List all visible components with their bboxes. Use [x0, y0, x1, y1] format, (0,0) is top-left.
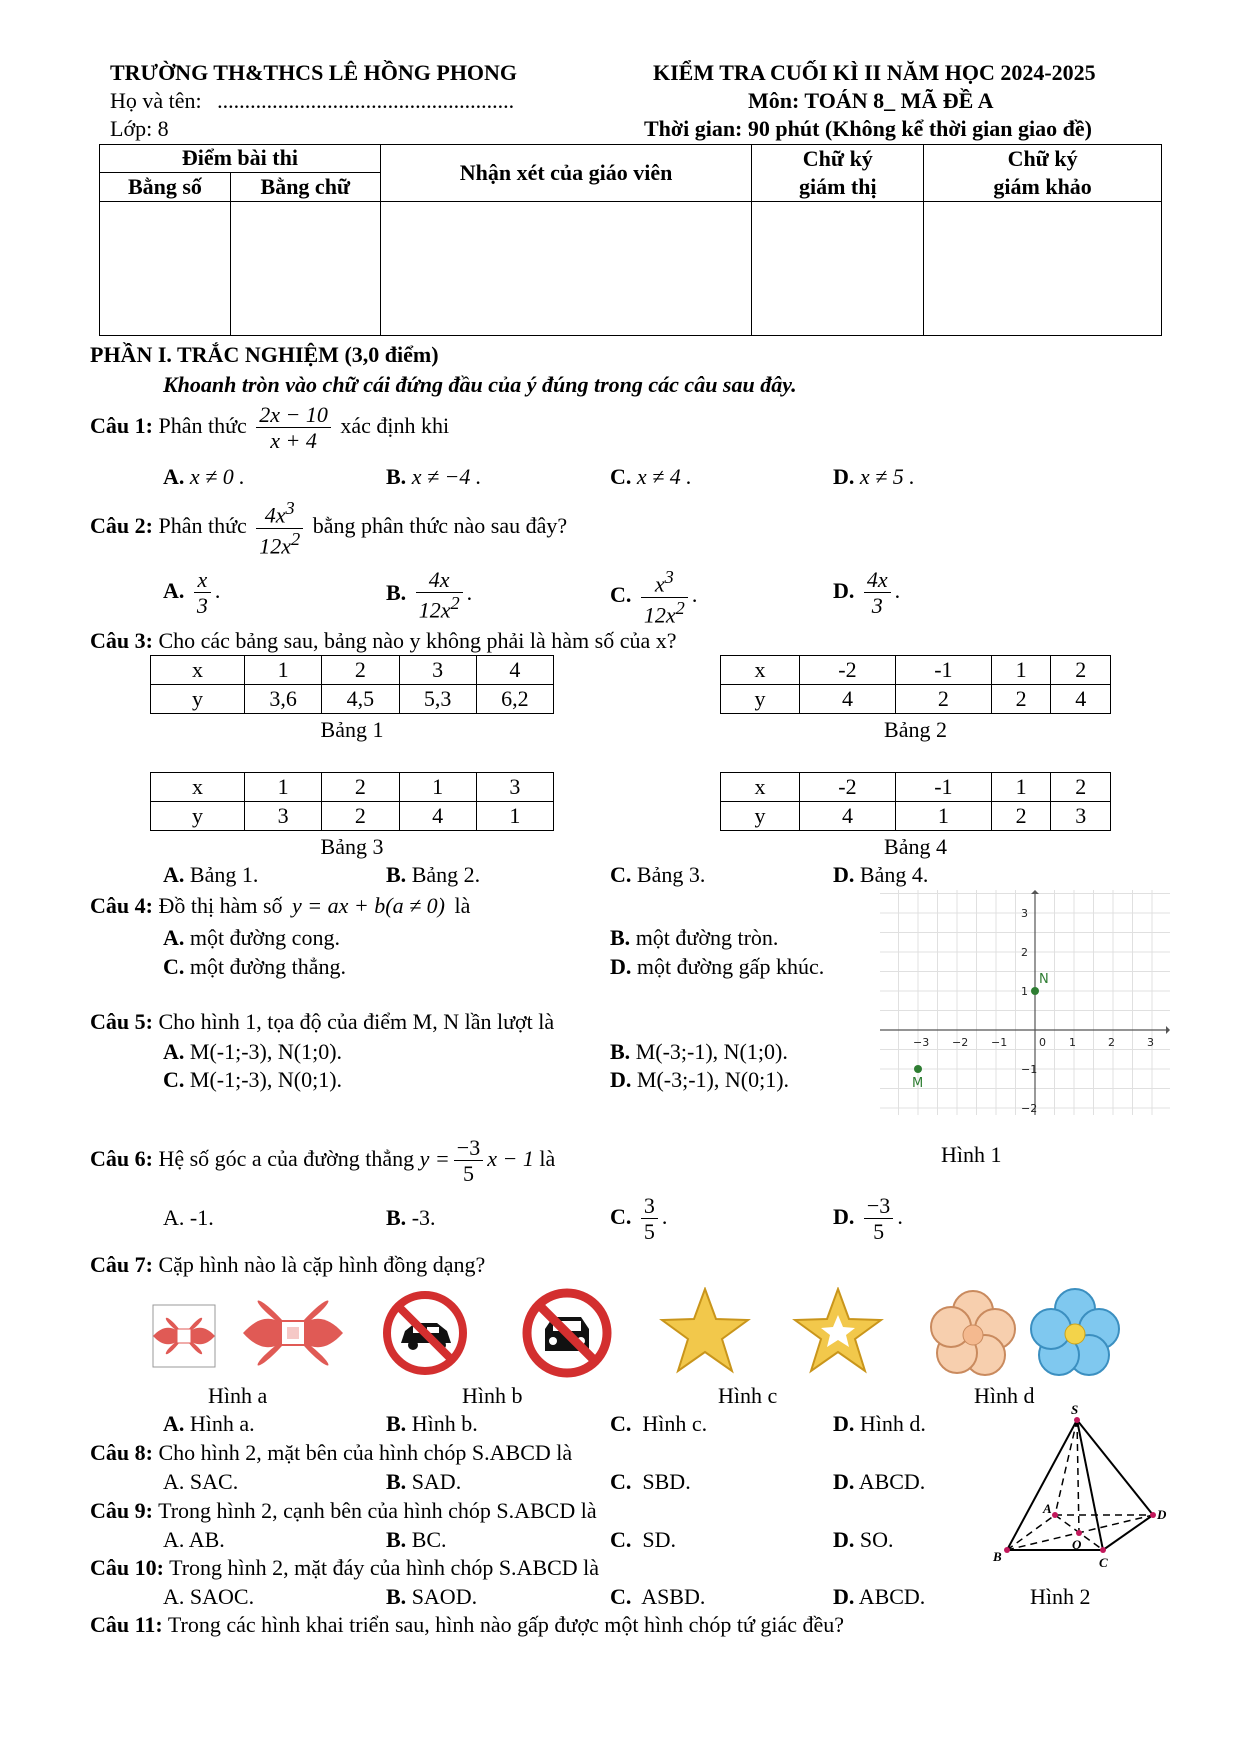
grader-signature-cell[interactable] [924, 202, 1162, 336]
q1-option-b[interactable] [386, 464, 481, 490]
proctor-sig-line2: giám thị [798, 174, 877, 199]
value-table-2: x -2 -1 1 2 y 4 2 2 4 [720, 655, 1111, 714]
pair-a-large-tile-icon [243, 1301, 343, 1366]
exam-time: Thời gian: 90 phút (Không kể thời gian giao đề) [644, 116, 1092, 141]
proctor-sig-line1: Chữ ký [802, 146, 873, 171]
comment-header: Nhận xét của giáo viên [380, 145, 752, 202]
q1-text-before: Phân thức [158, 412, 247, 438]
q9-option-c[interactable]: C. SD. [610, 1527, 677, 1552]
value-table-4: x -2 -1 1 2 y 4 1 2 3 [720, 772, 1111, 831]
caption-hinh-b: Hình b [462, 1383, 523, 1408]
q2-fraction: $\frac{4x^3}{12x^2}$ [256, 498, 303, 558]
letter-a: A. [163, 464, 185, 489]
q5-option-a[interactable]: A. M(-1;-3), N(1;0). [163, 1039, 343, 1064]
letter-b: B. [386, 580, 407, 606]
part1-instruction: Khoanh tròn vào chữ cái đứng đầu của ý đúng trong các câu sau đây. [163, 372, 797, 397]
q6-option-a[interactable]: A. -1. [163, 1205, 214, 1230]
q6-fraction: $\frac{-3}{5}$ [454, 1135, 483, 1187]
q8-option-c[interactable]: C. SBD. [610, 1469, 691, 1494]
q3-text: Cho các bảng sau, bảng nào y không phải là hàm số của x? [158, 628, 677, 653]
y-tick-label: −2 [1021, 1102, 1038, 1115]
q1-text-after: xác định khi [340, 412, 450, 438]
q5-option-b[interactable]: B. M(-3;-1), N(1;0). [610, 1039, 788, 1064]
y-tick-label: 1 [1021, 985, 1028, 998]
q2-option-b[interactable]: B. $\frac{4x}{12x^2}$ . [386, 567, 473, 623]
question-6: Câu 6: Hệ số góc a của đường thẳng y = $\frac{-3}{5}$ x − 1 là [90, 1135, 556, 1187]
name-row [110, 88, 514, 114]
q4-option-a[interactable]: A. một đường cong. [163, 925, 340, 950]
vertex-o: O [1072, 1537, 1082, 1552]
vertex-c: C [1099, 1555, 1108, 1570]
score-word-cell[interactable] [230, 202, 380, 336]
score-number-header: Bằng số [100, 172, 231, 201]
vertex-a: A [1043, 1501, 1052, 1516]
q8-option-a[interactable]: A. SAC. [163, 1469, 239, 1494]
x-tick-label: 0 [1039, 1036, 1046, 1049]
score-number-cell[interactable] [100, 202, 231, 336]
question-1 [90, 402, 449, 454]
proctor-signature-header [752, 145, 924, 202]
question-4: Câu 4: Đồ thị hàm số y = ax + b(a ≠ 0) là [90, 893, 471, 918]
q7-option-b[interactable]: B. Hình b. [386, 1411, 478, 1436]
q3-option-b[interactable]: B. Bảng 2. [386, 862, 481, 887]
name-dots: ...................................................... [217, 88, 515, 113]
caption-hinh-d: Hình d [974, 1383, 1035, 1408]
point-m-marker [914, 1065, 922, 1073]
grader-sig-line2: giám khảo [993, 174, 1092, 199]
letter-d: D. [833, 577, 855, 603]
q1-denominator: x + 4 [270, 428, 317, 454]
vertex-d: D [1157, 1507, 1167, 1522]
letter-a: A. [163, 577, 185, 603]
x-tick-label: −3 [913, 1036, 930, 1049]
part1-title: PHẦN I. TRẮC NGHIỆM (3,0 điểm) [90, 342, 439, 367]
question-9: Câu 9: Trong hình 2, cạnh bên của hình chóp S.ABCD là [90, 1498, 597, 1523]
letter-c: C. [610, 464, 632, 489]
grade-table [99, 144, 1162, 336]
exam-title: KIỂM TRA CUỐI KÌ II NĂM HỌC 2024-2025 [653, 60, 1096, 85]
x-tick-label: −2 [952, 1036, 969, 1049]
q7-shape-pairs [148, 1287, 1128, 1379]
q9-option-a[interactable]: A. AB. [163, 1527, 225, 1552]
grader-sig-line1: Chữ ký [1007, 146, 1078, 171]
question-3 [90, 628, 677, 654]
pair-c-star-1-icon [662, 1289, 748, 1371]
q3-option-a[interactable]: A. Bảng 1. [163, 862, 259, 887]
caption-hinh-c: Hình c [718, 1383, 778, 1408]
question-11: Câu 11: Trong các hình khai triển sau, hình nào gấp được một hình chóp tứ giác đều? [90, 1612, 845, 1637]
q1-option-a[interactable] [163, 464, 245, 490]
question-5: Câu 5: Cho hình 1, tọa độ của điểm M, N lần lượt là [90, 1009, 555, 1034]
x-tick-label: 2 [1108, 1036, 1115, 1049]
figure-1-coordinate-grid [880, 890, 1170, 1115]
q2-option-a[interactable]: A. $\frac{x}{3}$ . [163, 567, 221, 619]
point-m-label: M [912, 1076, 924, 1091]
q5-option-d[interactable]: D. M(-3;-1), N(0;1). [610, 1067, 790, 1092]
pair-d-flower-1-icon [931, 1291, 1015, 1375]
q4-option-c[interactable]: C. một đường thẳng. [163, 954, 347, 979]
question-7: Câu 7: Cặp hình nào là cặp hình đồng dạng? [90, 1252, 486, 1277]
q1-option-d[interactable] [833, 464, 915, 490]
question-8: Câu 8: Cho hình 2, mặt bên của hình chóp S.ABCD là [90, 1440, 573, 1465]
q9-option-d[interactable]: D. SO. [833, 1527, 894, 1552]
q4-option-b[interactable]: B. một đường tròn. [610, 925, 779, 950]
q1-fraction [256, 402, 331, 454]
q9-option-b[interactable]: B. BC. [386, 1527, 447, 1552]
q1-option-b-text: x ≠ −4 . [411, 464, 482, 489]
q10-option-b[interactable]: B. SAOD. [386, 1584, 478, 1609]
caption-hinh-a: Hình a [208, 1383, 268, 1408]
q2-label: Câu 2: [90, 513, 153, 539]
pair-b-sign-2-icon [527, 1293, 607, 1373]
q6-option-d[interactable]: D. $\frac{-3}{5}$ . [833, 1193, 903, 1245]
point-n-marker [1031, 987, 1039, 995]
q7-option-c[interactable]: C. Hình c. [610, 1411, 708, 1436]
comment-cell[interactable] [380, 202, 752, 336]
q6-y-eq: y = [419, 1145, 450, 1171]
name-label: Họ và tên: [110, 88, 202, 113]
value-table-1: x 1 2 3 4 y 3,6 4,5 5,3 6,2 [150, 655, 554, 714]
x-axis-arrow [1166, 1026, 1170, 1034]
q7-option-d[interactable]: D. Hình d. [833, 1411, 926, 1436]
x-tick-label: 3 [1147, 1036, 1154, 1049]
q4-formula: y = ax + b(a ≠ 0) [292, 893, 445, 918]
q7-option-a[interactable]: A. Hình a. [163, 1411, 255, 1436]
value-table-3: x 1 2 1 3 y 3 2 4 1 [150, 772, 554, 831]
q5-option-c[interactable]: C. M(-1;-3), N(0;1). [163, 1067, 343, 1092]
q3-option-c[interactable]: C. Bảng 3. [610, 862, 706, 887]
figure-2-pyramid [985, 1405, 1175, 1575]
q6-option-c[interactable]: C. $\frac{3}{5}$ . [610, 1193, 668, 1245]
figure-1-caption: Hình 1 [941, 1142, 1002, 1167]
pair-b-sign-1-icon [387, 1295, 463, 1371]
subject: Môn: TOÁN 8_ MÃ ĐỀ A [748, 88, 994, 113]
x-tick-label: 1 [1069, 1036, 1076, 1049]
vertex-s: S [1071, 1405, 1079, 1417]
question-10: Câu 10: Trong hình 2, mặt đáy của hình chóp S.ABCD là [90, 1555, 600, 1580]
table-4-caption: Bảng 4 [884, 834, 947, 859]
vertex-b: B [993, 1549, 1002, 1564]
table-1-caption: Bảng 1 [320, 717, 384, 742]
q6-option-b[interactable]: B. -3. [386, 1205, 436, 1230]
pair-a-small-tile-icon [153, 1305, 215, 1367]
y-tick-label: 2 [1021, 946, 1028, 959]
y-tick-label: −1 [1021, 1063, 1038, 1076]
q1-label: Câu 1: [90, 412, 153, 438]
q1-numerator: 2x − 10 [256, 402, 331, 428]
q2-text-before: Phân thức [158, 513, 247, 539]
proctor-signature-cell[interactable] [752, 202, 924, 336]
q10-option-a[interactable]: A. SAOC. [163, 1584, 255, 1609]
q8-option-b[interactable]: B. SAD. [386, 1469, 462, 1494]
score-header: Điểm bài thi [100, 145, 381, 173]
table-2-caption: Bảng 2 [884, 717, 947, 742]
class-label: Lớp: 8 [110, 116, 169, 141]
q1-option-a-text: x ≠ 0 . [189, 464, 245, 489]
point-n-label: N [1039, 972, 1049, 987]
letter-d: D. [833, 464, 855, 489]
score-word-header: Bằng chữ [230, 172, 380, 201]
pair-d-flower-2-icon [1031, 1289, 1119, 1375]
q3-option-d[interactable]: D. Bảng 4. [833, 862, 929, 887]
figure-2-caption: Hình 2 [1030, 1584, 1091, 1609]
grader-signature-header [924, 145, 1162, 202]
q2-text-after: bằng phân thức nào sau đây? [312, 513, 568, 539]
q8-option-d[interactable]: D. ABCD. [833, 1469, 926, 1494]
q2-option-c[interactable]: C. $\frac{x^3}{12x^2}$ . [610, 567, 698, 627]
q1-option-c-text: x ≠ 4 . [636, 464, 692, 489]
q10-option-c[interactable]: C. ASBD. [610, 1584, 706, 1609]
table-3-caption: Bảng 3 [320, 834, 384, 859]
question-2 [90, 498, 567, 558]
q1-option-c[interactable] [610, 464, 692, 490]
q2-option-d[interactable]: D. $\frac{4x}{3}$ . [833, 567, 901, 619]
school-name: TRƯỜNG TH&THCS LÊ HỒNG PHONG [110, 60, 518, 85]
q10-option-d[interactable]: D. ABCD. [833, 1584, 926, 1609]
letter-c: C. [610, 582, 632, 608]
q1-option-d-text: x ≠ 5 . [859, 464, 915, 489]
q4-option-d[interactable]: D. một đường gấp khúc. [610, 954, 825, 979]
q3-label: Câu 3: [90, 628, 153, 653]
x-tick-label: −1 [991, 1036, 1008, 1049]
q6-tail: x − 1 [487, 1145, 534, 1171]
y-tick-label: 3 [1021, 907, 1028, 920]
y-axis-arrow [1031, 890, 1039, 894]
letter-b: B. [386, 464, 407, 489]
pair-c-star-2-icon [795, 1289, 881, 1371]
